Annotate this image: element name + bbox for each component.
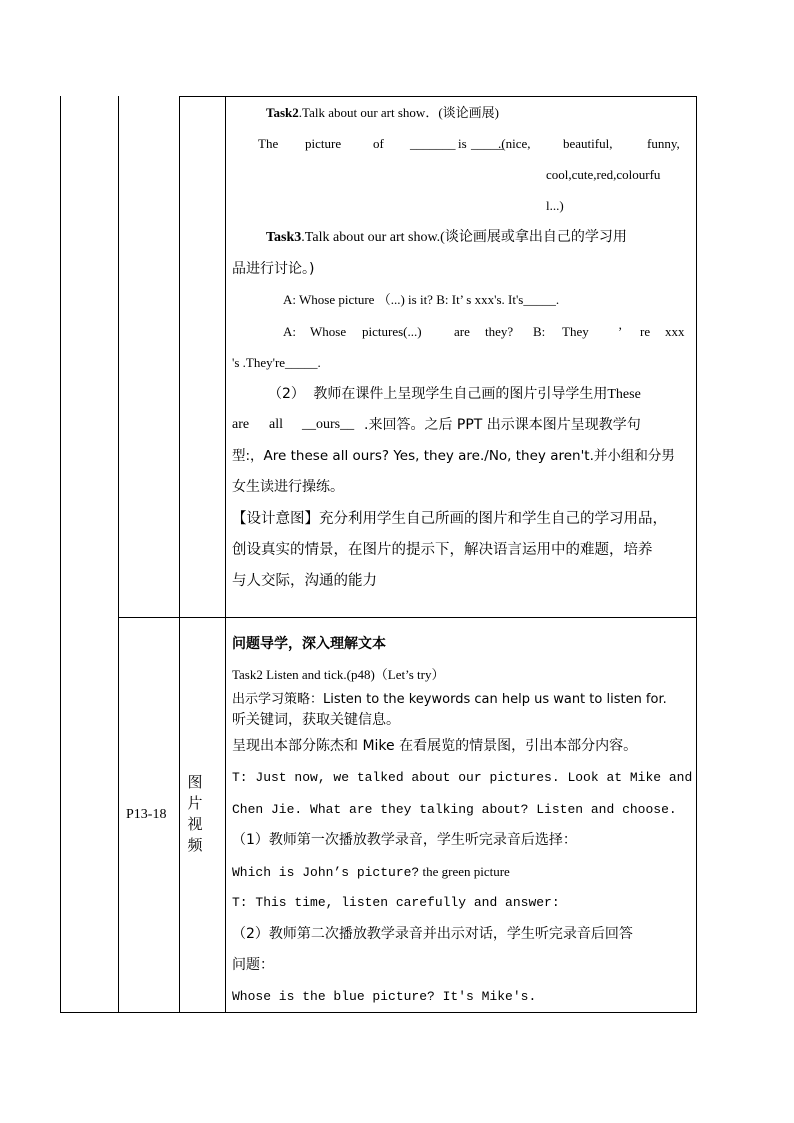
sentence-word-of: of	[373, 136, 384, 151]
task2-text: .Talk about our art show．(谈论画展)	[298, 105, 499, 120]
table-col-divider-3	[225, 96, 226, 1013]
step2-num: （2）	[268, 386, 305, 402]
dialog2-word: they?	[485, 324, 514, 339]
resource-char: 图	[187, 773, 203, 791]
dialog2-word: They	[562, 324, 589, 339]
step2-these: These	[607, 387, 641, 402]
table-border-left	[60, 96, 61, 1013]
sentence-blank1: _______	[410, 136, 456, 151]
table-bottom-border	[60, 1012, 697, 1013]
task3-label: Task3	[266, 230, 302, 245]
which-line	[232, 864, 510, 881]
dialog2-word: xxx	[665, 324, 685, 339]
step2-all: all	[269, 417, 283, 432]
table-row-divider	[118, 617, 697, 618]
step1-line: （1）教师第一次播放教学录音，学生听完录音后选择：	[232, 832, 577, 848]
sentence-blank2: _____	[471, 136, 504, 151]
dialog-line1: A: Whose picture （...) is it? B: It’ s xxx's. It's_____.	[283, 292, 560, 307]
table-border-right	[696, 96, 697, 1013]
dialog2-word: ’	[618, 324, 623, 339]
sentence-is: is	[458, 136, 467, 151]
step2-are: are	[232, 417, 250, 432]
teacher-line2: Chen Jie. What are they talking about? Listen and choose.	[232, 802, 677, 817]
task3-line2: 品进行讨论。)	[232, 261, 315, 277]
design-intent-line2: 创设真实的情景，在图片的提示下，解决语言运用中的难题，培养	[232, 542, 653, 558]
scene-line: 呈现出本部分陈杰和 Mike 在看展览的情景图，引出本部分内容。	[232, 738, 638, 754]
strategy-line1: 出示学习策略：Listen to the keywords can help us want to listen for.	[232, 692, 667, 707]
task2-label: Task2	[266, 105, 299, 120]
sentence-options-3: funny,	[647, 136, 680, 151]
dialog2-word: A:	[283, 324, 296, 339]
step2-text: 教师在课件上呈现学生自己画的图片引导学生用	[313, 386, 608, 402]
which-question: Which is John’s picture?	[232, 865, 420, 880]
dialog-line2-tail: 's .They're_____.	[232, 355, 321, 370]
sentence-options-1: .(nice,	[498, 136, 531, 151]
dialog2-word: pictures(...)	[362, 324, 422, 339]
step2-line1	[268, 386, 641, 403]
step2-line3: 型:，Are these all ours? Yes, they are./No, they aren't.并小组和分男	[232, 448, 675, 464]
sentence-options-2: beautiful,	[563, 136, 613, 151]
whose-line: Whose is the blue picture? It's Mike's.	[232, 989, 537, 1004]
task2-listen-line: Task2 Listen and tick.(p48)（Let’s try）	[232, 667, 445, 682]
resource-char: 片	[187, 794, 203, 812]
resource-char: 频	[187, 836, 203, 854]
teacher-line3: T: This time, listen carefully and answer:	[232, 895, 560, 910]
table-top-border	[179, 96, 697, 97]
dialog2-word: B:	[533, 324, 546, 339]
task2-line	[266, 105, 499, 121]
sentence-options-line2: cool,cute,red,colourfu	[546, 167, 661, 182]
resource-char: 视	[187, 815, 203, 833]
dialog2-word: are	[454, 324, 470, 339]
sentence-word-picture: picture	[305, 136, 342, 151]
step2-ours: __ours__	[302, 417, 355, 432]
table-col-divider-1	[118, 96, 119, 1013]
page-ref: P13-18	[126, 807, 167, 822]
section-heading: 问题导学，深入理解文本	[232, 636, 386, 652]
step2-answer: .来回答。之后 PPT 出示课本图片呈现教学句	[364, 417, 641, 433]
teacher-line1: T: Just now, we talked about our pictures. Look at Mike and	[232, 770, 693, 785]
sentence-options-line3: l...)	[546, 198, 564, 213]
design-intent-line1: 【设计意图】充分利用学生自己所画的图片和学生自己的学习用品，	[232, 511, 667, 527]
step2b-line2: 问题：	[232, 957, 274, 973]
task3-line	[266, 230, 627, 246]
sentence-word-the: The	[258, 136, 279, 151]
dialog2-word: Whose	[310, 324, 347, 339]
table-col-divider-2	[179, 96, 180, 1013]
step2b-line1: （2）教师第二次播放教学录音并出示对话，学生听完录音后回答	[232, 926, 633, 942]
step2-line4: 女生读进行操练。	[232, 479, 344, 495]
strategy-line2: 听关键词，获取关键信息。	[232, 712, 400, 728]
dialog2-word: re	[640, 324, 651, 339]
task3-text: .Talk about our art show.(谈论画展或拿出自己的学习用	[301, 230, 627, 245]
which-answer: the green picture	[419, 864, 510, 879]
design-intent-line3: 与人交际，沟通的能力	[232, 573, 377, 589]
